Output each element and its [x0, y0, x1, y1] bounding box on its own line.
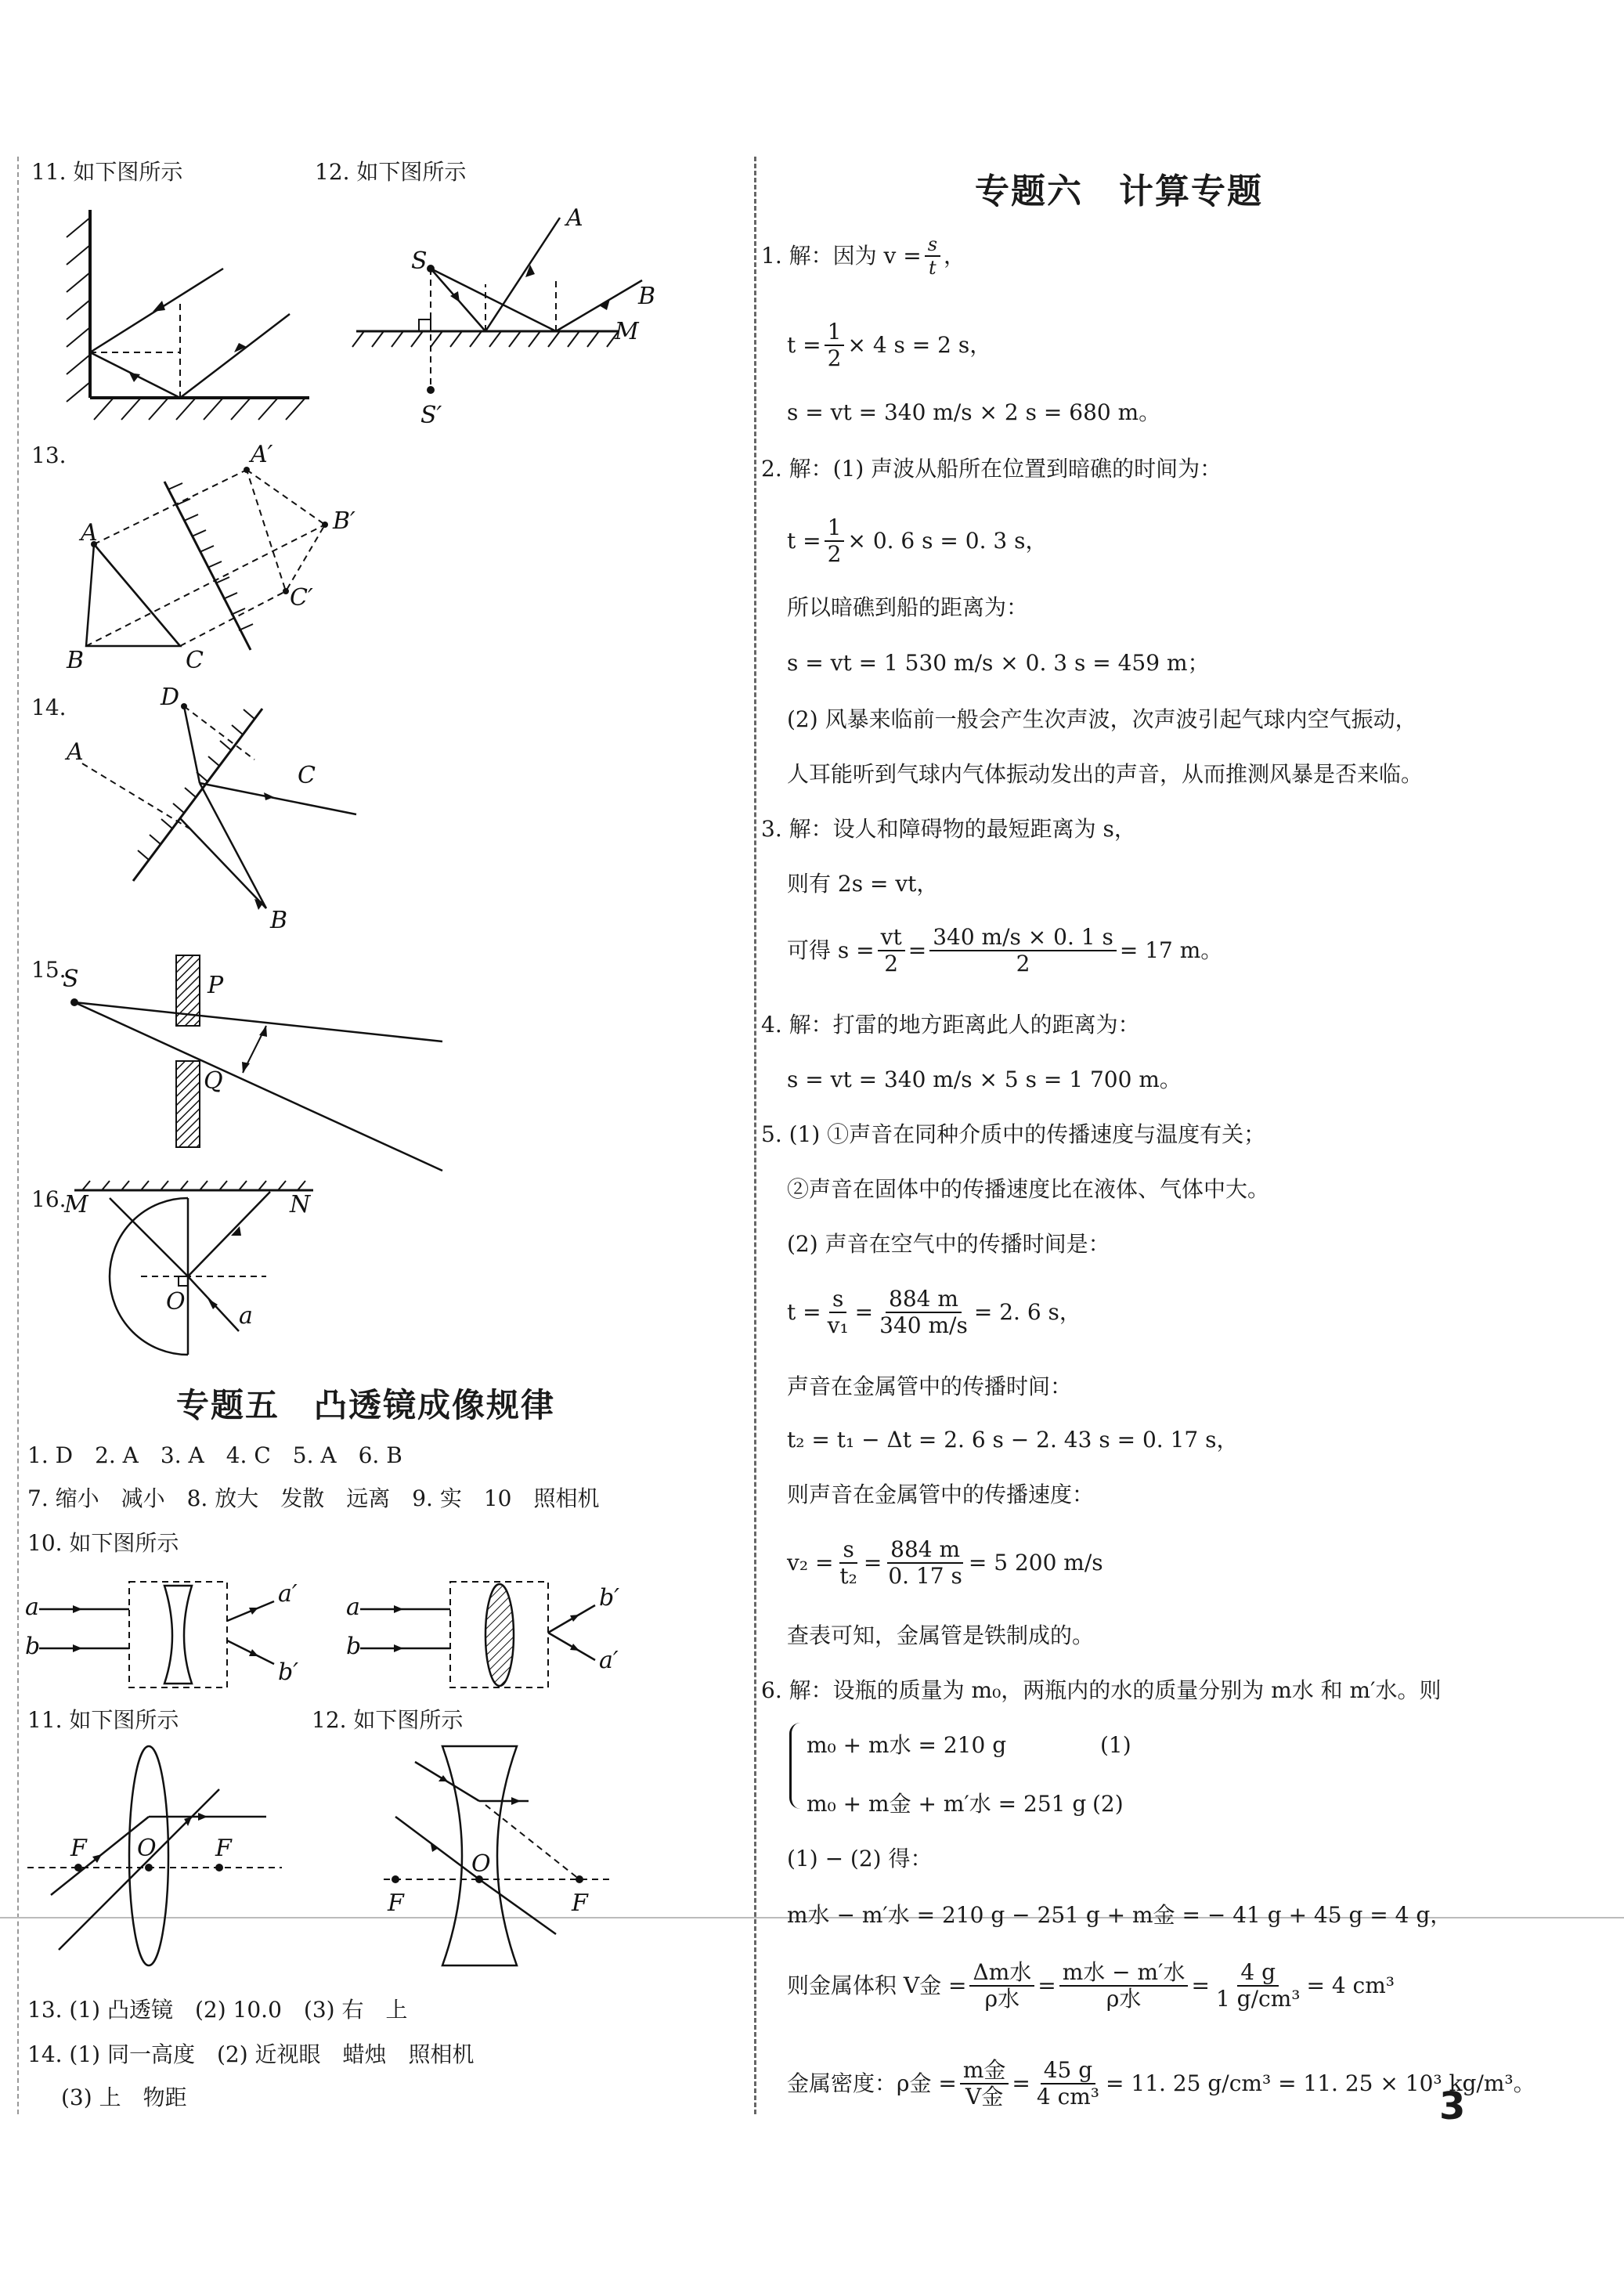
q1-line1-post: ，	[944, 243, 966, 269]
figure-11-mirrors	[59, 202, 317, 425]
q6-den5: 4 cm³	[1036, 2084, 1100, 2110]
q6-eq-b: =	[1191, 1973, 1210, 1998]
fig12b-O: O	[471, 1850, 491, 1878]
fig13-C: C	[186, 647, 204, 674]
q2-fraction	[825, 514, 845, 567]
s5-q10-label: 10. 如下图所示	[27, 1530, 179, 1556]
q6-line5	[787, 2059, 1536, 2108]
fig12-S: S	[411, 247, 428, 275]
q1-line2-num: 1	[825, 321, 845, 346]
column-divider	[754, 157, 756, 2114]
q3-fraction-2	[929, 926, 1117, 975]
fig14-D: D	[161, 684, 180, 711]
q5-den3: t₂	[839, 1563, 857, 1589]
fig12b-F1: F	[388, 1890, 404, 1917]
fig12-B: B	[638, 283, 656, 310]
q6-eq-a: =	[1038, 1973, 1056, 1998]
q5-line4-pre: t =	[787, 1299, 821, 1325]
fig13-A: A	[81, 519, 98, 547]
q1-num: s	[925, 235, 940, 257]
q3-line2: 则有 2s = vt，	[787, 871, 939, 897]
q1-den: t	[929, 257, 937, 279]
figure-11b-convex-lens	[23, 1742, 290, 1977]
q2-num: 1	[825, 517, 845, 542]
q3-fraction-1	[878, 926, 905, 975]
q5-line3: (2) 声音在空气中的传播时间是：	[787, 1231, 1110, 1257]
q2-line3: 所以暗礁到船的距离为：	[787, 594, 1029, 620]
q3-den2: 2	[1016, 951, 1030, 976]
q2-line6: 人耳能听到气球内气体振动发出的声音，从而推测风暴是否来临。	[787, 761, 1424, 787]
q11-label: 11. 如下图所示	[31, 159, 183, 185]
q5-line4-post: = 2. 6 s，	[973, 1299, 1081, 1325]
q5-num2: 884 m	[886, 1288, 962, 1313]
q6-eq2-tag: (2)	[1092, 1791, 1124, 1817]
q16-label: 16.	[31, 1186, 67, 1212]
q6-den3: 1 g/cm³	[1215, 1986, 1301, 2012]
fig13-B2: B′	[333, 507, 355, 535]
q6-den2: ρ水	[1106, 1986, 1142, 2012]
section6-title: 专题六 计算专题	[975, 171, 1263, 211]
q5-fraction-1	[825, 1288, 852, 1337]
q6-line5-pre: 金属密度：ρ金 =	[787, 2070, 957, 2096]
fig12-M: M	[615, 318, 639, 345]
q6-num1: Δm水	[969, 1962, 1034, 1987]
q2-line4: s = vt = 1 530 m/s × 0. 3 s = 459 m；	[787, 650, 1210, 676]
q5-line6: t₂ = t₁ − Δt = 2. 6 s − 2. 43 s = 0. 17 s，	[787, 1427, 1239, 1453]
q1-line2-fraction	[825, 321, 845, 370]
q5-line1: 5. (1) ①声音在同种介质中的传播速度与温度有关；	[761, 1121, 1266, 1147]
fig16-a: a	[239, 1302, 253, 1330]
q2-line2-pre: t =	[787, 528, 821, 554]
q5-num3: s	[839, 1539, 857, 1564]
q12-label: 12. 如下图所示	[315, 159, 467, 185]
lensA-a: a	[25, 1594, 39, 1621]
q5-line8-post: = 5 200 m/s	[968, 1550, 1103, 1576]
q6-eq2: m₀ + m金 + m′水 = 251 g	[807, 1791, 1087, 1817]
q6-line2: (1) − (2) 得：	[787, 1846, 933, 1871]
q4-line2: s = vt = 340 m/s × 5 s = 1 700 m。	[787, 1067, 1182, 1092]
q6-fraction-1	[969, 1959, 1034, 2012]
q1-fraction	[925, 235, 940, 277]
q6-eq-c: =	[1012, 2070, 1030, 2096]
q3-den1: 2	[884, 951, 899, 976]
fig14-C: C	[298, 762, 316, 789]
lensA-b2: b′	[278, 1659, 299, 1686]
q5-line5: 声音在金属管中的传播时间：	[787, 1373, 1073, 1399]
q5-fraction-3	[836, 1536, 860, 1589]
q5-num1: s	[829, 1288, 846, 1313]
q3-eq: =	[908, 937, 927, 963]
q1-line2-den: 2	[827, 345, 842, 371]
q1-line3: s = vt = 340 m/s × 2 s = 680 m。	[787, 399, 1161, 425]
q6-num2: m水 − m′水	[1059, 1962, 1189, 1987]
q3-line1: 3. 解：设人和障碍物的最短距离为 s，	[761, 816, 1136, 842]
figure-14-mirror	[59, 681, 388, 947]
q2-line2	[787, 514, 1048, 567]
q6-num3: 4 g	[1237, 1962, 1279, 1987]
q3-line3	[787, 926, 1222, 975]
q6-fraction-5	[1034, 2059, 1103, 2108]
lensB-b: b	[346, 1633, 362, 1660]
fig12-A: A	[566, 204, 583, 232]
q6-brace	[789, 1723, 804, 1809]
q5-line7: 则声音在金属管中的传播速度：	[787, 1482, 1095, 1507]
q4-line1: 4. 解：打雷的地方距离此人的距离为：	[761, 1012, 1140, 1038]
q1-line2	[787, 321, 991, 370]
fig13-B: B	[67, 647, 85, 674]
fig16-N: N	[290, 1191, 311, 1218]
q5-line8	[787, 1536, 1103, 1589]
q13-label: 13.	[31, 442, 67, 468]
fig15-Q: Q	[204, 1067, 223, 1095]
q5-den4: 0. 17 s	[888, 1563, 962, 1589]
fig14-A: A	[67, 738, 84, 766]
s5-q11-label: 11. 如下图所示	[27, 1707, 179, 1733]
q5-fraction-4	[885, 1536, 965, 1589]
lensB-a2: a′	[599, 1647, 619, 1674]
fig12-S2: S′	[420, 402, 442, 429]
q6-num5: 45 g	[1041, 2059, 1095, 2084]
lensA-a2: a′	[278, 1580, 298, 1608]
q2-line2-post: × 0. 6 s = 0. 3 s，	[847, 528, 1048, 554]
q3-line3-post: = 17 m。	[1119, 937, 1223, 963]
fig12b-F2: F	[572, 1890, 588, 1917]
q3-num2: 340 m/s × 0. 1 s	[929, 926, 1117, 951]
q5-line4	[787, 1288, 1081, 1337]
q6-den4: V金	[965, 2084, 1004, 2110]
q14-label: 14.	[31, 695, 67, 720]
q2-line5: (2) 风暴来临前一般会产生次声波，次声波引起气球内空气振动，	[787, 706, 1417, 732]
page-number: 3	[1439, 2084, 1466, 2128]
fig13-C2: C′	[290, 584, 313, 612]
q6-fraction-3	[1213, 1959, 1304, 2012]
q6-line3: m水 − m′水 = 210 g − 251 g + m金 = − 41 g + 45 g = 4 g，	[787, 1902, 1453, 1928]
q6-fraction-4	[960, 2059, 1009, 2108]
figure-16-semicircle	[63, 1175, 329, 1363]
q6-line4-post: = 4 cm³	[1306, 1973, 1395, 1998]
q6-fraction-2	[1059, 1959, 1189, 2012]
q5-num4: 884 m	[887, 1539, 963, 1564]
q1-line1	[761, 235, 965, 277]
fig16-O: O	[166, 1288, 186, 1316]
q6-line5-post: = 11. 25 g/cm³ = 11. 25 × 10³ kg/m³。	[1106, 2070, 1536, 2096]
q6-num4: m金	[960, 2059, 1009, 2084]
lens-figure-convex	[345, 1566, 642, 1699]
s5-q14b: (3) 上 物距	[61, 2084, 187, 2110]
q5-line8-pre: v₂ =	[787, 1550, 834, 1576]
q1-line2-post: × 4 s = 2 s，	[847, 332, 992, 358]
q5-eq2: =	[863, 1550, 882, 1576]
q5-line2: ②声音在固体中的传播速度比在液体、气体中大。	[787, 1176, 1270, 1202]
q2-den: 2	[827, 541, 842, 567]
fig11b-F2: F	[215, 1835, 232, 1862]
fig15-P: P	[208, 972, 224, 999]
q6-eq1: m₀ + m水 = 210 g	[807, 1732, 1007, 1758]
q5-den2: 340 m/s	[879, 1312, 968, 1338]
figure-13-image	[59, 435, 388, 685]
q1-line2-pre: t =	[787, 332, 821, 358]
q5-eq1: =	[854, 1299, 874, 1325]
q1-line1-pre: 1. 解：因为 v =	[761, 243, 922, 269]
q3-line3-pre: 可得 s =	[787, 937, 875, 963]
q6-line4-pre: 则金属体积 V金 =	[787, 1973, 967, 1998]
figure-12b-concave-lens	[376, 1742, 634, 1985]
q6-line4	[787, 1959, 1395, 2012]
s5-q13: 13. (1) 凸透镜 (2) 10.0 (3) 右 上	[27, 1997, 408, 2023]
q6-line1: 6. 解：设瓶的质量为 m₀，两瓶内的水的质量分别为 m水 和 m′水。则	[761, 1677, 1442, 1703]
fig16-M: M	[64, 1191, 88, 1218]
lensB-a: a	[346, 1594, 360, 1621]
q5-line9: 查表可知，金属管是铁制成的。	[787, 1622, 1095, 1648]
q15-label: 15.	[31, 957, 67, 983]
left-margin-line	[17, 157, 19, 2114]
q5-den1: v₁	[827, 1312, 849, 1338]
s5-answers-2: 7. 缩小 减小 8. 放大 发散 远离 9. 实 10 照相机	[27, 1485, 600, 1511]
q6-den1: ρ水	[984, 1986, 1020, 2012]
lensA-b: b	[25, 1633, 41, 1660]
figure-12-reflection	[348, 202, 662, 429]
fig14-B: B	[270, 907, 288, 934]
section5-title: 专题五 凸透镜成像规律	[176, 1386, 556, 1424]
s5-q14a: 14. (1) 同一高度 (2) 近视眼 蜡烛 照相机	[27, 2041, 475, 2067]
q5-fraction-2	[876, 1288, 971, 1337]
lensB-b2: b′	[599, 1584, 620, 1612]
q6-eq1-tag: (1)	[1100, 1732, 1131, 1758]
fig11b-O: O	[137, 1835, 157, 1862]
q2-line1: 2. 解：(1) 声波从船所在位置到暗礁的时间为：	[761, 456, 1222, 482]
s5-answers-1: 1. D 2. A 3. A 4. C 5. A 6. B	[27, 1442, 402, 1468]
fig11b-F1: F	[70, 1835, 87, 1862]
fig13-A2: A′	[251, 441, 273, 468]
figure-15-gap	[59, 947, 466, 1175]
lens-figure-concave	[23, 1566, 337, 1699]
q3-num1: vt	[878, 926, 905, 951]
s5-q12-label: 12. 如下图所示	[312, 1707, 464, 1733]
fig15-S: S	[63, 966, 79, 993]
